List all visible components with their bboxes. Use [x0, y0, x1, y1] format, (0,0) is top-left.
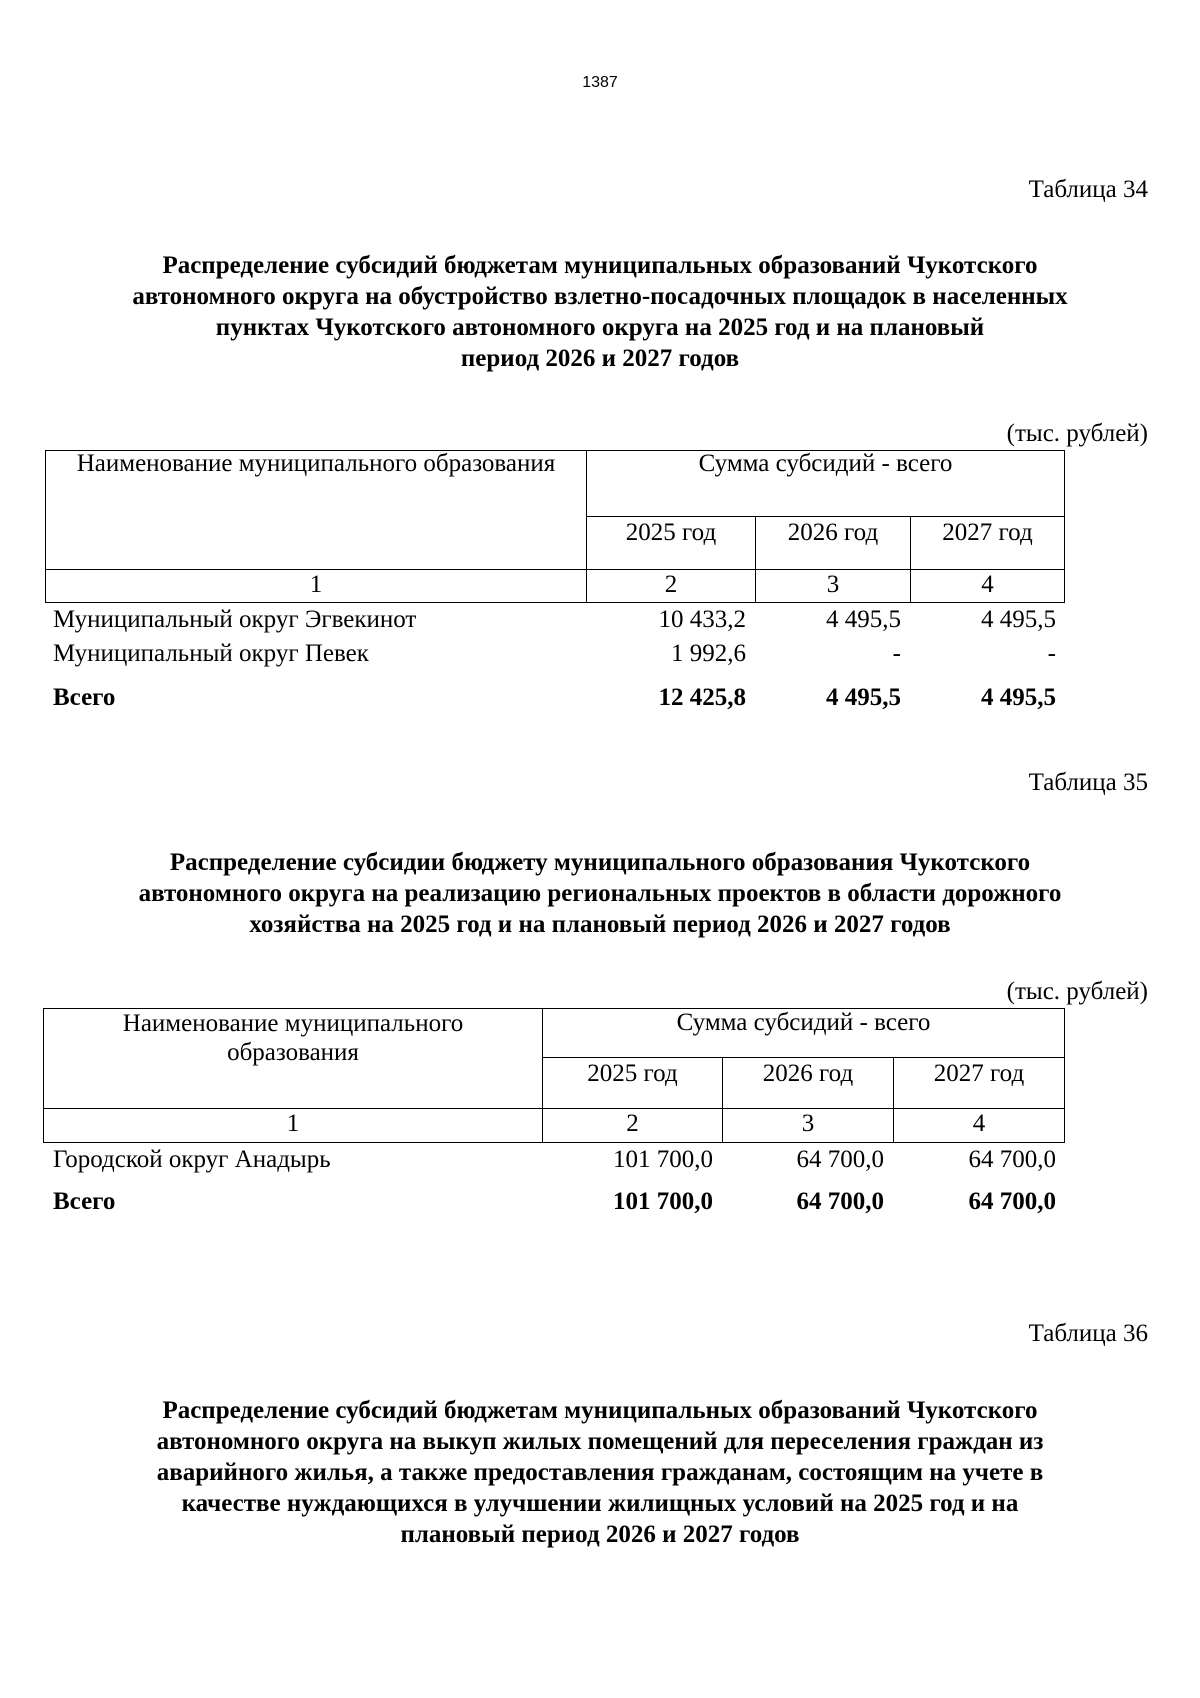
table-35-label: Таблица 35 [1028, 769, 1148, 796]
title-line: автономного округа на реализацию региональных проектов в области дорожного [138, 880, 1062, 907]
table-35-year-2026: 2026 год [762, 1060, 854, 1087]
table-36-title [60, 1395, 1140, 1550]
row-value-2025: 101 700,0 [613, 1146, 713, 1173]
table-34-colnum-3: 3 [826, 571, 840, 598]
table-34-colnum-4: 4 [981, 571, 994, 598]
table-35-header-sum: Сумма субсидий - всего [676, 1009, 931, 1036]
table-34-unit: (тыс. рублей) [1006, 420, 1148, 447]
table-34-year-2025: 2025 год [625, 519, 717, 546]
title-line: Распределение субсидий бюджетам муниципальных образований Чукотского [162, 1397, 1038, 1424]
header-name-line: Наименование муниципального [122, 1010, 464, 1037]
total-2026: 64 700,0 [796, 1188, 884, 1215]
total-2027: 4 495,5 [981, 684, 1056, 711]
row-name: Городской округ Анадырь [53, 1146, 331, 1173]
row-value-2027: 64 700,0 [968, 1146, 1056, 1173]
row-value-2025: 1 992,6 [671, 640, 746, 667]
title-line: хозяйства на 2025 год и на плановый период 2026 и 2027 годов [249, 911, 951, 938]
total-2025: 101 700,0 [613, 1188, 713, 1215]
table-34-year-2027: 2027 год [942, 519, 1033, 546]
table-35-colnum-3: 3 [801, 1110, 815, 1137]
table-35-year-2027: 2027 год [933, 1060, 1025, 1087]
table-34-header-sum: Сумма субсидий - всего [698, 450, 953, 477]
total-2025: 12 425,8 [658, 684, 746, 711]
table-35-colnum-4: 4 [972, 1110, 986, 1137]
table-34-header-name: Наименование муниципального образования [76, 450, 556, 477]
title-line: Распределение субсидий бюджетам муниципальных образований Чукотского [162, 252, 1038, 279]
title-line: Распределение субсидии бюджету муниципального образования Чукотского [169, 849, 1031, 876]
table-35-year-2025: 2025 год [587, 1060, 678, 1087]
row-value-2026: - [892, 640, 901, 667]
total-2027: 64 700,0 [968, 1188, 1056, 1215]
title-line: период 2026 и 2027 годов [460, 345, 740, 372]
row-name: Муниципальный округ Певек [53, 640, 369, 667]
table-34-colnum-2: 2 [664, 571, 678, 598]
table-34-label: Таблица 34 [1028, 176, 1148, 203]
table-34-colnum-1: 1 [309, 571, 323, 598]
row-value-2027: 4 495,5 [981, 606, 1056, 633]
header-name-line: образования [227, 1039, 359, 1066]
title-line: пунктах Чукотского автономного округа на 2025 год и на плановый [215, 314, 985, 341]
title-line: автономного округа на обустройство взлетно-посадочных площадок в населенных [132, 283, 1068, 310]
row-value-2026: 64 700,0 [796, 1146, 884, 1173]
table-35-unit: (тыс. рублей) [1006, 978, 1148, 1005]
title-line: плановый период 2026 и 2027 годов [400, 1521, 800, 1548]
row-name: Муниципальный округ Эгвекинот [53, 606, 417, 633]
table-35-header-name [44, 1009, 542, 1067]
page-number: 1387 [582, 74, 618, 91]
table-36-label: Таблица 36 [1028, 1320, 1148, 1347]
table-34-title [60, 250, 1140, 374]
total-2026: 4 495,5 [826, 684, 901, 711]
table-35-title [60, 847, 1140, 940]
table-34-year-2026: 2026 год [787, 519, 879, 546]
title-line: аварийного жилья, а также предоставления гражданам, состоящим на учете в [156, 1459, 1044, 1486]
title-line: качестве нуждающихся в улучшении жилищных условий на 2025 год и на [181, 1490, 1019, 1517]
row-value-2026: 4 495,5 [826, 606, 901, 633]
row-value-2027: - [1047, 640, 1056, 667]
total-label: Всего [53, 1188, 116, 1215]
total-label: Всего [53, 684, 116, 711]
row-value-2025: 10 433,2 [658, 606, 746, 633]
table-35-colnum-2: 2 [626, 1110, 639, 1137]
title-line: автономного округа на выкуп жилых помещений для переселения граждан из [156, 1428, 1044, 1455]
table-35-colnum-1: 1 [286, 1110, 300, 1137]
